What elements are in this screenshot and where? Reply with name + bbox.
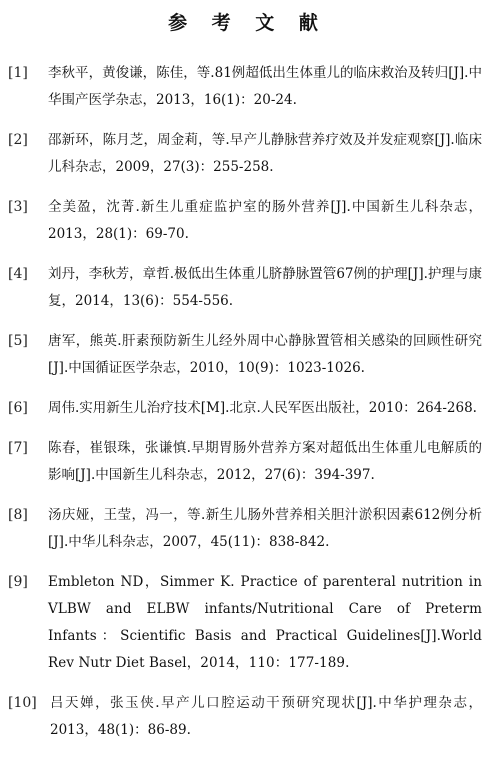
reference-item (0, 127, 495, 181)
page-title: 参 考 文 献 (168, 12, 327, 34)
reference-number: [7] (8, 440, 28, 456)
reference-text: 吕天婵，张玉侠.早产儿口腔运动干预研究现状[J].中华护理杂志，2013，48(1)：86-89. (50, 695, 482, 738)
reference-item (0, 502, 495, 556)
reference-text: 汤庆娅，王莹，冯一，等.新生儿肠外营养相关胆汁淤积因素612例分析[J].中华儿科杂志，2007，45(11)：838-842. (48, 507, 482, 550)
reference-text: 李秋平，黄俊谦，陈佳，等.81例超低出生体重儿的临床救治及转归[J].中华围产医学杂志，2013，16(1)：20-24. (48, 65, 482, 108)
reference-text: 唐军，熊英.肝素预防新生儿经外周中心静脉置管相关感染的回顾性研究[J].中国循证医学杂志，2010，10(9)：1023-1026. (48, 333, 482, 376)
reference-item (0, 395, 495, 422)
reference-number: [9] (8, 574, 28, 590)
reference-number: [6] (8, 400, 28, 416)
reference-text: 周伟.实用新生儿治疗技术[M].北京.人民军医出版社，2010：264-268. (48, 400, 477, 416)
reference-item (0, 328, 495, 382)
reference-number: [2] (8, 132, 28, 148)
reference-list (0, 60, 495, 757)
reference-number: [8] (8, 507, 28, 523)
reference-number: [4] (8, 266, 28, 282)
reference-text: 全美盈，沈菁.新生儿重症监护室的肠外营养[J].中国新生儿科杂志，2013，28(1)：69-70. (48, 199, 482, 242)
reference-item (0, 569, 495, 677)
reference-text: 刘丹，李秋芳，章哲.极低出生体重儿脐静脉置管67例的护理[J].护理与康复，2014，13(6)：554-556. (48, 266, 482, 309)
reference-number: [3] (8, 199, 28, 215)
reference-text: Embleton ND，Simmer K. Practice of parenteral nutrition in VLBW and ELBW infants/Nutritional Care of Preterm Infants：Scientific Basis and Practical Guidelines[J].World Rev Nutr Diet Basel，2014，110：177-189. (48, 574, 482, 671)
reference-number: [1] (8, 65, 28, 81)
reference-number: [5] (8, 333, 28, 349)
reference-item (0, 690, 495, 744)
reference-text: 邵新环，陈月芝，周金莉，等.早产儿静脉营养疗效及并发症观察[J].临床儿科杂志，2009，27(3)：255-258. (48, 132, 482, 175)
reference-number: [10] (8, 695, 37, 711)
reference-item (0, 435, 495, 489)
reference-item (0, 60, 495, 114)
reference-item (0, 194, 495, 248)
reference-item (0, 261, 495, 315)
reference-text: 陈春，崔银珠，张谦慎.早期胃肠外营养方案对超低出生体重儿电解质的影响[J].中国新生儿科杂志，2012，27(6)：394-397. (48, 440, 482, 483)
